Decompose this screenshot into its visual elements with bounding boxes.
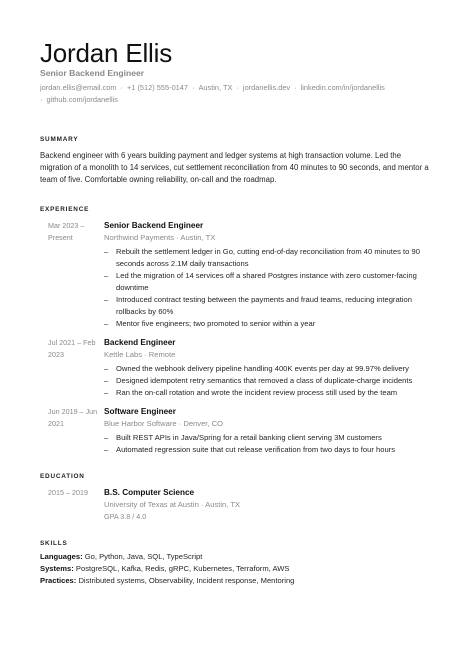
- job-title: Backend Engineer: [104, 338, 176, 347]
- job-bullet: – Ran the on-call rotation and wrote the incident review process still used by the team: [104, 387, 432, 399]
- skill-row: [40, 575, 432, 587]
- degree-title: B.S. Computer Science: [104, 488, 195, 497]
- job-bullets: [104, 246, 432, 330]
- job-bullet: – Introduced contract testing between the payments and fraud teams, reducing integration rollbacks by 60%: [104, 294, 432, 318]
- job-bullet: – Designed idempotent retry semantics that removed a class of duplicate-charge incidents: [104, 375, 432, 387]
- job-bullet: – Rebuilt the settlement ledger in Go, cutting end-of-day reconciliation from 40 minutes to 90 seconds across 2.1M daily transactions: [104, 246, 432, 270]
- job-entry: [40, 406, 432, 456]
- skills-heading: SKILLS: [40, 540, 68, 547]
- gpa: GPA 3.8 / 4.0: [104, 512, 147, 521]
- job-dates: Jun 2019 – Jun 2021: [48, 407, 98, 428]
- contact-info: [40, 82, 432, 106]
- job-bullet: – Built REST APIs in Java/Spring for a retail banking client serving 3M customers: [104, 432, 432, 444]
- skill-label: Languages:: [40, 552, 83, 561]
- job-entry: [40, 337, 432, 399]
- job-company: Blue Harbor Software · Denver, CO: [104, 419, 224, 428]
- job-bullet: – Automated regression suite that cut release verification from two days to four hours: [104, 444, 432, 456]
- job-bullets: [104, 432, 432, 456]
- job-bullet: – Led the migration of 14 services off a shared Postgres instance with zero customer-facing downtime: [104, 270, 432, 294]
- contact-separator: ·: [40, 95, 43, 104]
- job-bullet: – Mentor five engineers; two promoted to senior within a year: [104, 318, 432, 330]
- education-heading: EDUCATION: [40, 473, 85, 480]
- summary-heading: SUMMARY: [40, 136, 79, 143]
- skill-value: PostgreSQL, Kafka, Redis, gRPC, Kubernetes, Terraform, AWS: [75, 564, 290, 573]
- contact-separator: ·: [120, 83, 123, 92]
- skill-label: Practices:: [40, 576, 77, 585]
- skill-label: Systems:: [40, 564, 74, 573]
- job-company: Kettle Labs · Remote: [104, 350, 176, 359]
- job-title: Software Engineer: [104, 407, 176, 416]
- contact-linkedin[interactable]: linkedin.com/in/jordanellis: [300, 83, 385, 92]
- job-company: Northwind Payments · Austin, TX: [104, 233, 216, 242]
- contact-github[interactable]: github.com/jordanellis: [46, 95, 118, 104]
- contact-separator: ·: [192, 83, 195, 92]
- contact-separator: ·: [294, 83, 297, 92]
- job-bullet: – Owned the webhook delivery pipeline handling 400K events per day at 99.97% delivery: [104, 363, 432, 375]
- skill-row: [40, 551, 432, 563]
- job-entry: [40, 220, 432, 330]
- skill-row: [40, 563, 432, 575]
- skill-value: Distributed systems, Observability, Incident response, Mentoring: [78, 576, 295, 585]
- skill-value: Go, Python, Java, SQL, TypeScript: [84, 552, 203, 561]
- job-title: Senior Backend Engineer: [104, 221, 204, 230]
- job-dates: Jul 2021 – Feb 2023: [48, 338, 96, 359]
- summary-text: Backend engineer with 6 years building payment and ledger systems at high transaction volume. Led the migration of a monolith to 14 services, cut settlement reconciliation from 40 minutes to 90 seconds, and mentor a team of five. Comfortable owning reliability, on-call and the roadmap.: [40, 151, 429, 184]
- contact-separator: ·: [236, 83, 239, 92]
- contact-email[interactable]: jordan.ellis@email.com: [40, 83, 117, 92]
- experience-heading: EXPERIENCE: [40, 206, 90, 213]
- candidate-role: Senior Backend Engineer: [40, 68, 145, 78]
- education-entry: [40, 487, 432, 522]
- school-name: University of Texas at Austin · Austin, TX: [104, 500, 241, 509]
- skills-list: [40, 551, 432, 587]
- education-dates: 2015 – 2019: [48, 488, 88, 497]
- job-dates: Mar 2023 – Present: [48, 221, 85, 242]
- contact-location: Austin, TX: [198, 83, 233, 92]
- contact-phone[interactable]: +1 (512) 555-0147: [126, 83, 189, 92]
- contact-website[interactable]: jordanellis.dev: [242, 83, 291, 92]
- job-bullets: [104, 363, 432, 399]
- resume-page: [40, 38, 432, 587]
- candidate-name: Jordan Ellis: [40, 38, 172, 68]
